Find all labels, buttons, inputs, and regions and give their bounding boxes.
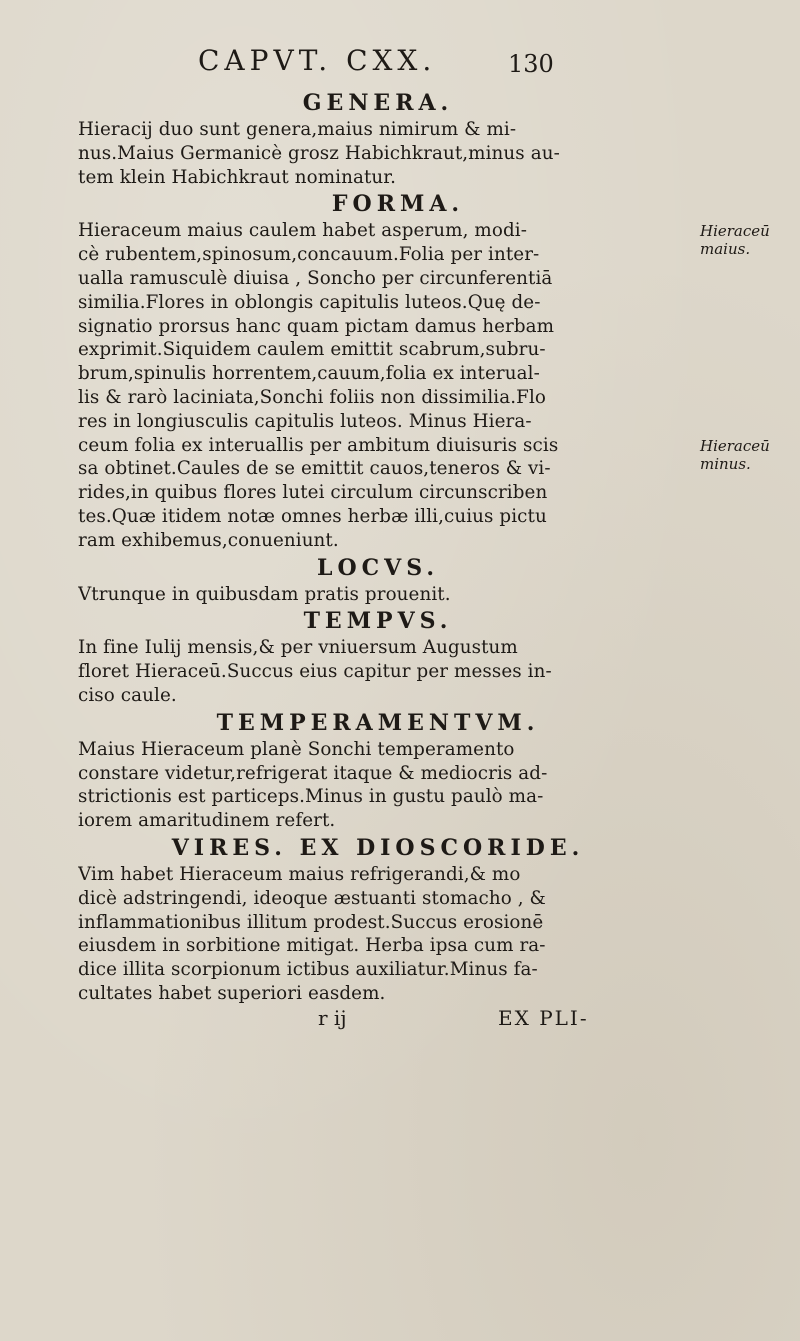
section-heading-vires: VIRES. EX DIOSCORIDE. [171,834,585,861]
text-line: Hieracij duo sunt genera,maius nimirum & mi- [78,119,517,140]
text-line: ciso caule. [78,684,177,706]
text-line: rides,in quibus flores lutei circulum circunscriben [78,482,548,504]
section-heading-tempus: TEMPVS. [303,608,453,635]
section-heading-locus: LOCVS. [317,554,439,581]
text-line: inflammationibus illitum prodest.Succus erosionē [78,911,544,933]
text-line: ceum folia ex interuallis per ambitum diuisuris scis [78,434,559,456]
catchword: EX PLI- [498,1005,589,1030]
text-line: floret Hieraceū.Succus eius capitur per messes in- [78,661,552,683]
section-heading-genera: GENERA. [302,90,454,116]
locus-text [78,583,653,607]
text-line: Maius Hieraceum planè Sonchi temperamento [78,738,515,760]
text-line: cè rubentem,spinosum,concauum.Folia per inter- [78,244,540,266]
book-page [78,44,728,1036]
text-line: lis & rarò laciniata,Sonchi foliis non dissimilia.Flo [78,386,546,408]
text-line: tes.Quæ itidem notæ omnes herbæ illi,cuius pictu [78,505,547,527]
text-line: exprimit.Siquidem caulem emittit scabrum,subru- [78,339,546,361]
signature-mark: r ij [318,1005,347,1030]
genera-text [78,118,653,189]
text-line: Vim habet Hieraceum maius refrigerandi,& mo [78,863,521,885]
text-line: iorem amaritudinem refert. [78,810,336,832]
text-line: brum,spinulis horrentem,cauum,folia ex interual- [78,363,540,385]
text-line: eiusdem in sorbitione mitigat. Herba ipsa cum ra- [78,935,546,957]
text-line: tem klein Habichkraut nominatur. [78,166,397,188]
text-line: strictionis est particeps.Minus in gustu paulò ma- [78,786,544,808]
running-header [78,44,728,88]
folio-number: 130 [508,50,554,78]
text-line: nus.Maius Germanicè grosz Habichkraut,minus au- [78,142,560,164]
text-line: similia.Flores in oblongis capitulis luteos.Quę de- [78,291,541,313]
temperamentum-text [78,738,653,833]
text-line: sa obtinet.Caules de se emittit cauos,teneros & vi- [78,458,551,480]
section-heading-temperamentum: TEMPERAMENTVM. [216,709,540,736]
text-line: dice illita scorpionum ictibus auxiliatur.Minus fa- [78,959,538,981]
text-line: ualla ramusculè diuisa , Soncho per circunferentiā [78,267,553,289]
marginal-note-minus: Hieraceū minus. [700,437,770,473]
vires-text [78,863,653,1006]
text-line: ram exhibemus,conueniunt. [78,529,339,551]
text-line: Vtrunque in quibusdam pratis prouenit. [78,583,451,605]
section-heading-forma: FORMA. [331,191,465,218]
text-line: Hieraceum maius caulem habet asperum, modi- [78,220,527,242]
tempus-text [78,636,653,707]
page-footer [78,1006,728,1036]
text-line: signatio prorsus hanc quam pictam damus herbam [78,315,555,337]
text-line: cultates habet superiori easdem. [78,982,386,1004]
text-line: res in longiusculis capitulis luteos. Minus Hiera- [78,410,532,432]
text-line: dicè adstringendi, ideoque æstuanti stomacho , & [78,887,546,909]
chapter-title: CAPVT. CXX. [198,44,437,77]
marginal-note-maius: Hieraceū maius. [700,222,770,258]
forma-text [78,219,653,552]
text-line: constare videtur,refrigerat itaque & mediocris ad- [78,762,548,784]
text-line: In fine Iulij mensis,& per vniuersum Augustum [78,637,518,659]
